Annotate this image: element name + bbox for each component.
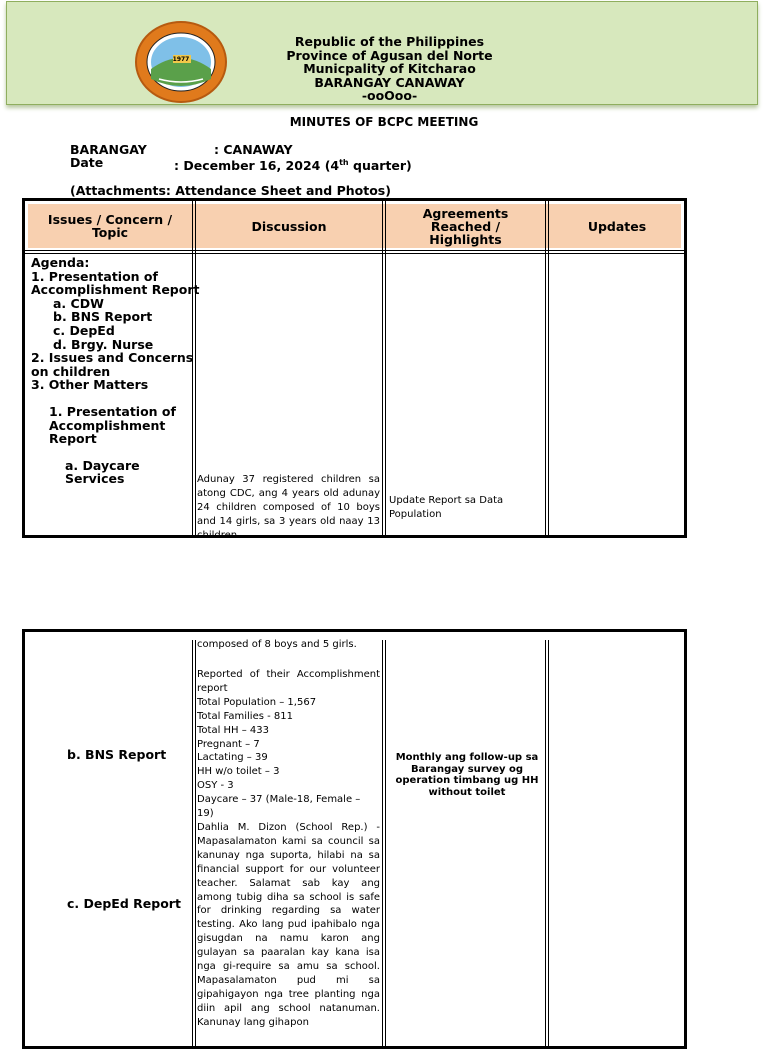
svg-text:1977: 1977 (172, 56, 190, 63)
daycare-agreement: Update Report sa Data Population (389, 495, 504, 520)
agenda-item: 1. Presentation of Accomplishment Report (31, 268, 200, 298)
agenda-block (31, 256, 201, 486)
agenda-title: Agenda: (31, 255, 90, 270)
bns-stat: Total Families - 811 (197, 710, 293, 722)
date-text: : December 16, 2024 (4 (174, 158, 340, 174)
barangay-seal-icon (133, 19, 229, 105)
header-line: Municpality of Kitcharao (303, 61, 476, 77)
date-sup: th (339, 158, 349, 167)
agenda-subitem: c. DepEd (53, 322, 115, 338)
bns-label: b. BNS Report (67, 747, 167, 762)
date-label: Date (70, 155, 104, 170)
attachments-note: (Attachments: Attendance Sheet and Photos) (70, 183, 391, 198)
header-line: Province of Agusan del Norte (286, 47, 493, 63)
date-suffix: quarter) (348, 158, 412, 174)
date-row (70, 155, 412, 174)
header-lines (247, 35, 532, 103)
header-discussion: Discussion (251, 218, 327, 234)
minutes-table-continued (22, 629, 687, 1049)
bns-intro: Reported of their Accomplishment report (197, 669, 380, 694)
minutes-table (22, 198, 687, 541)
deped-discussion: Dahlia M. Dizon (School Rep.) - Mapasalamaton kami sa council sa kanunay nga suporta, hilabi na sa financial support for our volunteer teacher. Salamat sab kay ang among tubig diha sa school is safe for drinking regarding sa water testing. Ako lang pud ipahibalo nga gisugdan na namu karon ang gulayan sa paaralan kay kana isa nga gi-require sa amu sa school. Mapasalamaton pud mi sa gipahigayon nga tree planting nga diin apil ang school natanuman. Kanunay lang gihapon (197, 822, 380, 1028)
letterhead (6, 1, 758, 105)
daycare-discussion: Adunay 37 registered children sa atong CDC, ang 4 years old adunay 24 children composed of 10 boys and 14 girls, sa 3 years old naay 13 children (197, 474, 380, 541)
bns-stat: Lactating – 39 (197, 752, 268, 764)
daycare-label: a. Daycare Services (65, 457, 140, 487)
date-value (174, 156, 412, 172)
barangay-value: : CANAWAY (214, 142, 293, 157)
agenda-subitem: a. CDW (53, 295, 104, 311)
bns-stat: OSY - 3 (197, 780, 234, 792)
header-line: -ooOoo- (361, 88, 418, 104)
column-divider (545, 640, 549, 1046)
column-divider (192, 640, 196, 1046)
deped-label: c. DepEd Report (67, 896, 181, 911)
bns-stat: Total Population – 1,567 (197, 696, 317, 708)
agenda-item: 2. Issues and Concerns on children (31, 350, 194, 379)
section-heading: 1. Presentation of Accomplishment Report (49, 403, 176, 447)
agenda-subitem: d. Brgy. Nurse (53, 336, 154, 352)
continued-text: composed of 8 boys and 5 girls. (197, 639, 357, 650)
bns-stat: HH w/o toilet – 3 (197, 766, 280, 778)
header-line: BARANGAY CANAWAY (314, 74, 465, 90)
document-title: MINUTES OF BCPC MEETING (289, 115, 479, 129)
header-divider (25, 250, 684, 254)
header-updates: Updates (587, 218, 647, 234)
agenda-sublist (31, 297, 201, 351)
bns-stat: Total HH – 433 (197, 724, 270, 736)
header-line: Republic of the Philippines (294, 34, 485, 49)
bns-agreement: Monthly ang follow-up sa Barangay survey og operation timbang ug HH without toilet (395, 752, 539, 798)
header-issues: Issues / Concern / Topic (47, 212, 173, 240)
header-agreements: Agreements Reached / Highlights (422, 205, 509, 247)
column-divider (382, 640, 386, 1046)
bns-discussion (197, 668, 380, 821)
barangay-label: BARANGAY (70, 142, 147, 157)
bns-stat: Pregnant – 7 (197, 738, 260, 750)
agenda-subitem: b. BNS Report (53, 309, 153, 325)
agenda-item: 3. Other Matters (31, 377, 149, 393)
bns-stat: Daycare – 37 (Male-18, Female – 19) (197, 794, 361, 820)
